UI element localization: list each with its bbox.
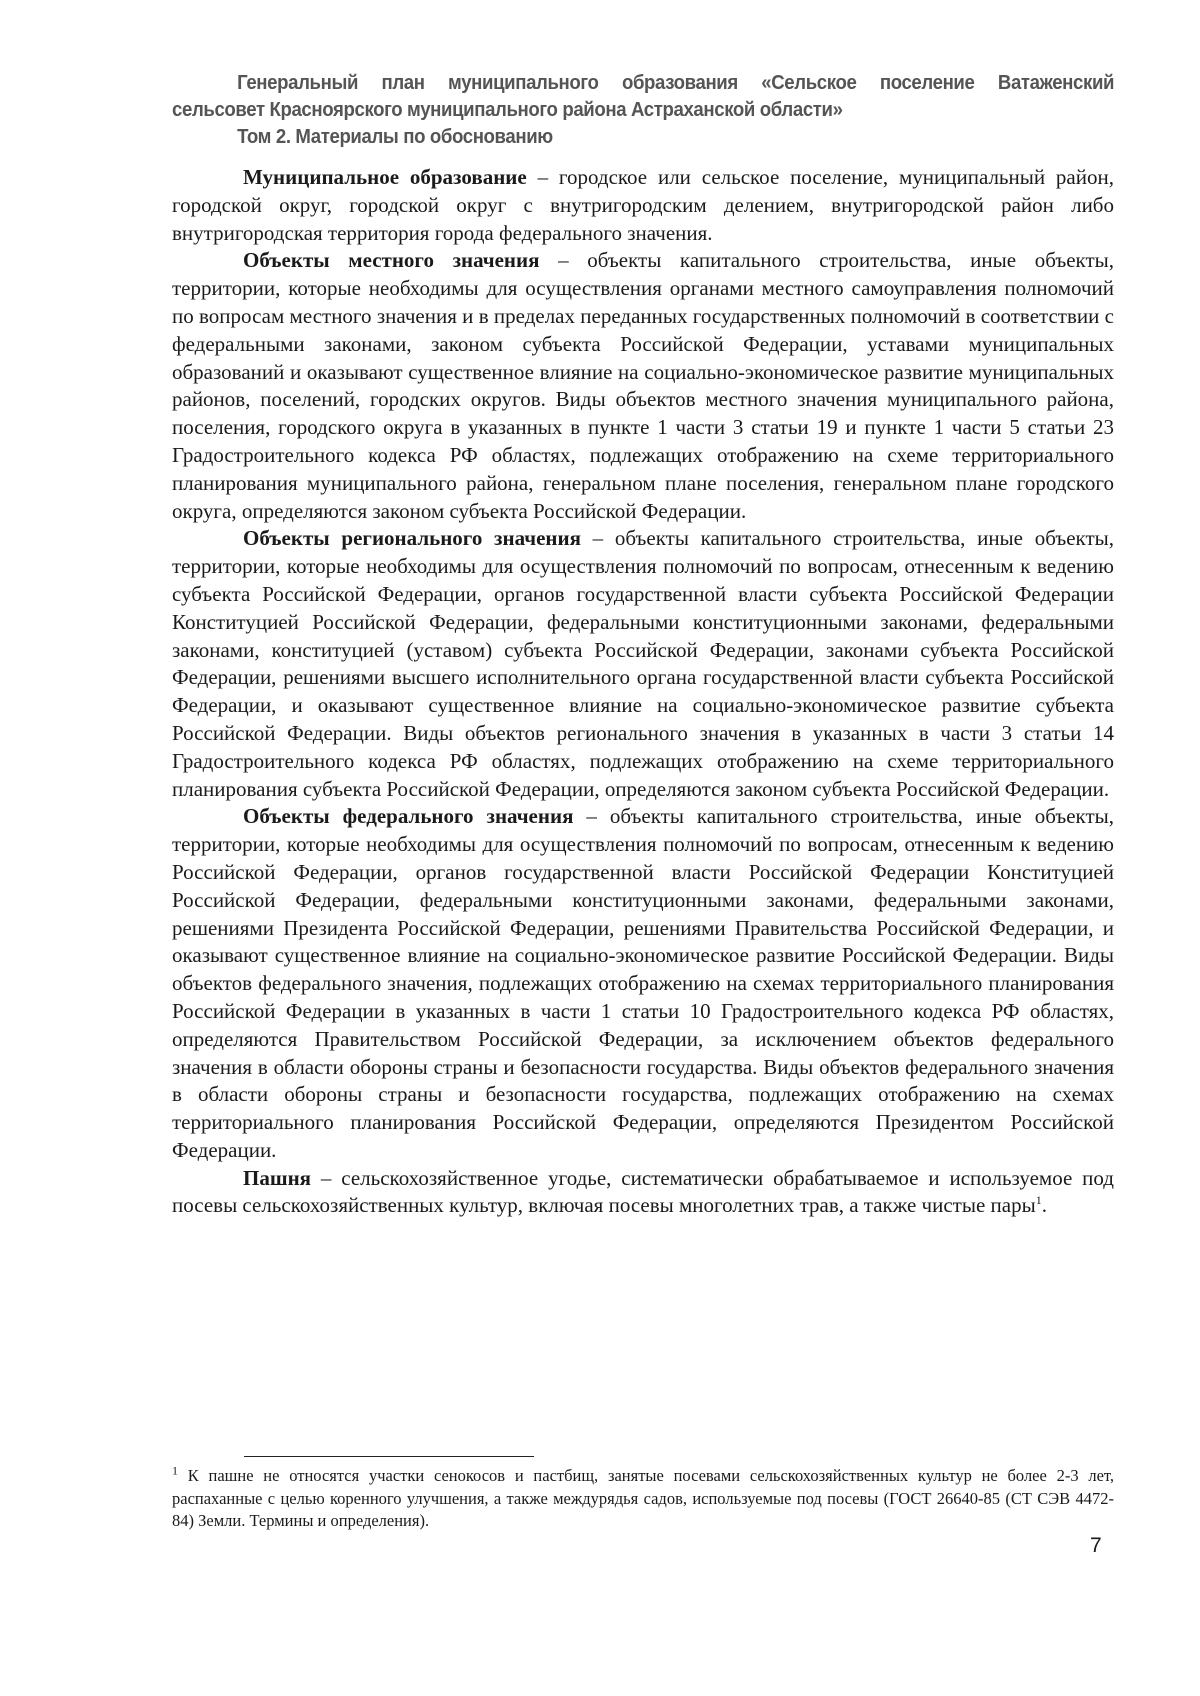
- definition-paragraph: [172, 803, 1114, 1164]
- definition-text-end: .: [1041, 1193, 1047, 1218]
- footnote-text: К пашне не относятся участки сенокосов и пастбищ, занятые посевами сельскохозяйственных культур не более 2-3 лет, распаханные с целью коренного улучшения, а также междурядья садов, используемые под посевы (ГОСТ 26640-85 (СТ СЭВ 4472-84) Земли. Термины и определения).: [172, 1466, 1114, 1530]
- footnote-separator: [244, 1456, 534, 1457]
- definition-paragraph: [172, 1165, 1114, 1221]
- definition-text: – сельскохозяйственное угодье, систематически обрабатываемое и используемое под посевы сельскохозяйственных культур, включая посевы многолетних трав, а также чистые пары: [172, 1165, 1114, 1218]
- header-volume: Том 2. Материалы по обоснованию: [237, 126, 553, 148]
- footnote-mark: 1: [172, 1463, 178, 1478]
- definition-text: – объекты капитального строительства, иные объекты, территории, которые необходимы для осуществления органами местного самоуправления полномочий по вопросам местного значения и в пределах переданных государственных полномочий в соответствии с федеральными законами, законом субъекта Российской Федерации, уставами муниципальных образований и оказывают существенное влияние на социально-экономическое развитие муниципальных районов, поселений, городских округов. Виды объектов местного значения муниципального района, поселения, городского округа в указанных в пункте 1 части 3 статьи 19 и пункте 1 части 5 статьи 23 Градостроительного кодекса РФ областях, подлежащих отображению на схеме территориального планирования муниципального района, генеральном плане поселения, генеральном плане городского округа, определяются законом субъекта Российской Федерации.: [172, 248, 1114, 523]
- document-body: [172, 164, 1114, 1220]
- header-line-1: Генеральный план муниципального образования «Сельское поселение Ватаженский: [237, 72, 1115, 94]
- header-line-2: сельсовет Красноярского муниципального района Астраханской области»: [172, 99, 843, 121]
- defined-term: Объекты местного значения: [243, 248, 540, 273]
- definition-text: – городское или сельское поселение, муниципальный район, городской округ, городской округ с внутригородским делением, внутригородской район либо внутригородская территория города федерального значения.: [172, 165, 1114, 245]
- definition-paragraph: [172, 164, 1114, 247]
- page-number: 7: [1090, 1534, 1102, 1557]
- defined-term: Объекты регионального значения: [243, 526, 581, 551]
- running-header: [172, 70, 1114, 151]
- defined-term: Пашня: [243, 1165, 312, 1190]
- definition-text: – объекты капитального строительства, иные объекты, территории, которые необходимы для осуществления полномочий по вопросам, отнесенным к ведению субъекта Российской Федерации, органов государственной власти субъекта Российской Федерации Конституцией Российской Федерации, федеральными конституционными законами, федеральными законами, конституцией (уставом) субъекта Российской Федерации, законами субъекта Российской Федерации, решениями высшего исполнительного органа государственной власти субъекта Российской Федерации, и оказывают существенное влияние на социально-экономическое развитие субъекта Российской Федерации. Виды объектов регионального значения в указанных в части 3 статьи 14 Градостроительного кодекса РФ областях, подлежащих отображению на схеме территориального планирования субъекта Российской Федерации, определяются законом субъекта Российской Федерации.: [172, 526, 1115, 801]
- defined-term: Объекты федерального значения: [243, 804, 574, 829]
- definition-text: – объекты капитального строительства, иные объекты, территории, которые необходимы для осуществления полномочий по вопросам, отнесенным к ведению Российской Федерации, органов государственной власти Российской Федерации Конституцией Российской Федерации, федеральными конституционными законами, федеральными законами, решениями Президента Российской Федерации, решениями Правительства Российской Федерации, и оказывают существенное влияние на социально-экономическое развитие Российской Федерации. Виды объектов федерального значения, подлежащих отображению на схемах территориального планирования Российской Федерации в указанных в части 1 статьи 10 Градостроительного кодекса РФ областях, определяются Правительством Российской Федерации, за исключением объектов федерального значения в области обороны страны и безопасности государства. Виды объектов федерального значения в области обороны страны и безопасности государства, подлежащих отображению на схемах территориального планирования Российской Федерации, определяются Президентом Российской Федерации.: [172, 804, 1114, 1162]
- defined-term: Муниципальное образование: [243, 165, 527, 189]
- footnote-reference[interactable]: 1: [1035, 1193, 1042, 1208]
- footnote: [172, 1465, 1114, 1533]
- definition-paragraph: [172, 247, 1114, 525]
- definition-paragraph: [172, 525, 1114, 803]
